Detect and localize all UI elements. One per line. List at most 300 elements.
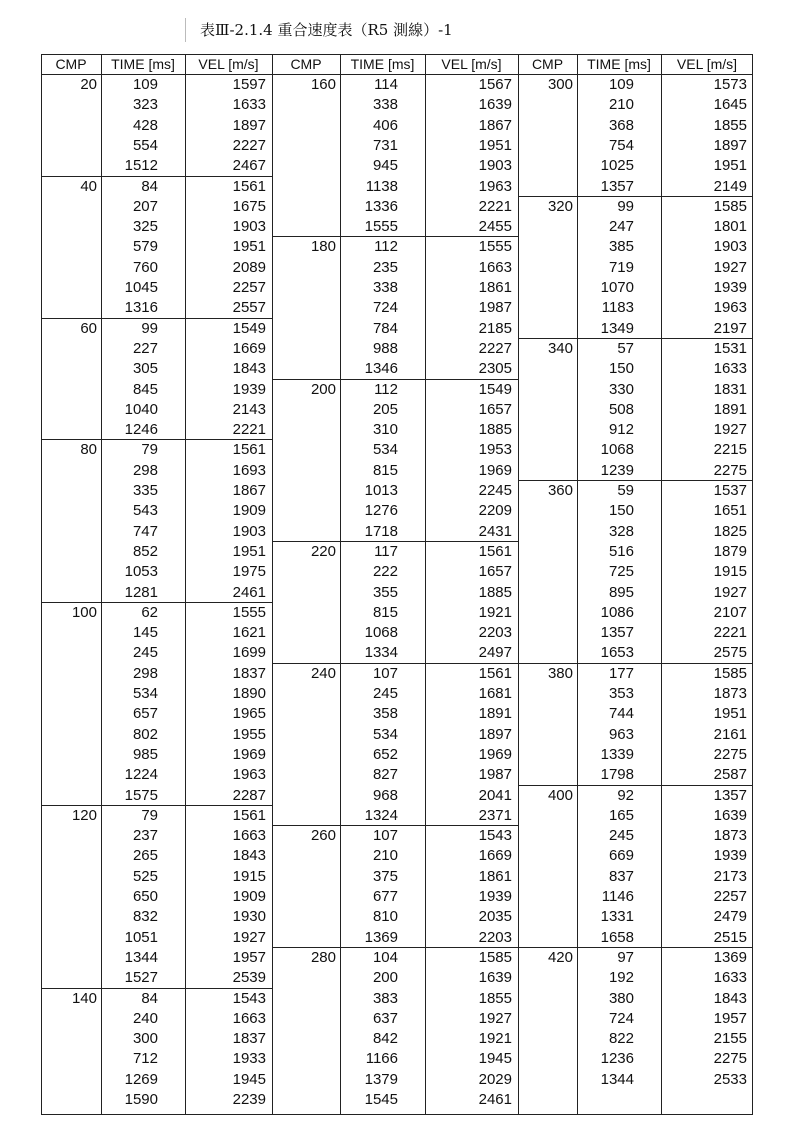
vel-value: 1645 [713, 96, 747, 114]
vel-value: 1675 [232, 197, 266, 215]
time-value: 1545 [364, 1091, 398, 1108]
time-value: 298 [132, 461, 158, 479]
vel-value: 1543 [478, 827, 512, 845]
vel-value: 1939 [232, 380, 266, 398]
time-value: 837 [608, 867, 634, 885]
vel-value: 2557 [232, 299, 266, 317]
time-value: 747 [132, 522, 158, 540]
vel-value: 2203 [478, 624, 512, 642]
vel-value: 2185 [478, 319, 512, 337]
time-value: 210 [608, 96, 634, 114]
vel-value: 1969 [478, 745, 512, 763]
vel-value: 2515 [713, 928, 747, 946]
vel-value: 1987 [478, 766, 512, 784]
vel-value: 1885 [478, 421, 512, 439]
time-value: 1575 [124, 786, 158, 804]
header-cmp: CMP [531, 56, 564, 72]
cmp-value: 420 [547, 948, 573, 966]
vel-value: 1939 [713, 847, 747, 865]
vel-value: 1567 [478, 76, 512, 93]
vel-value: 1585 [713, 197, 747, 215]
vel-value: 1555 [478, 238, 512, 256]
vel-value: 1825 [713, 522, 747, 540]
time-value: 1344 [124, 948, 158, 966]
time-value: 99 [141, 319, 158, 337]
header-cmp: CMP [55, 56, 87, 72]
vel-value: 1951 [232, 542, 266, 560]
vel-value: 1663 [478, 258, 512, 276]
time-value: 1379 [364, 1070, 398, 1088]
vel-value: 1890 [232, 685, 266, 702]
time-value: 1334 [364, 644, 398, 662]
time-value: 383 [372, 989, 398, 1007]
time-value: 1246 [124, 421, 158, 439]
time-value: 97 [617, 948, 634, 966]
time-value: 62 [141, 603, 158, 621]
vel-value: 1537 [713, 482, 747, 499]
vel-value: 1927 [478, 1009, 512, 1027]
time-value: 1025 [600, 157, 634, 175]
time-value: 1512 [124, 157, 158, 175]
vel-value: 2245 [478, 482, 512, 499]
time-value: 1051 [124, 928, 158, 946]
cmp-value: 260 [310, 827, 336, 845]
time-value: 579 [132, 238, 158, 256]
vel-value: 1879 [713, 542, 747, 560]
header-time: TIME [ms] [111, 56, 175, 72]
vel-value: 2275 [713, 461, 747, 479]
vel-value: 1561 [478, 664, 512, 682]
vel-value: 1921 [478, 603, 512, 621]
vel-value: 2221 [713, 624, 747, 642]
time-value: 335 [132, 482, 158, 499]
time-value: 802 [132, 725, 158, 743]
cmp-value: 200 [310, 380, 336, 398]
cmp-value: 180 [310, 238, 336, 256]
time-value: 963 [608, 725, 634, 743]
time-value: 240 [132, 1009, 158, 1027]
time-value: 1555 [364, 218, 398, 236]
vel-value: 2209 [478, 502, 512, 520]
time-value: 842 [372, 1030, 398, 1048]
time-value: 534 [372, 441, 398, 459]
time-value: 744 [608, 705, 634, 723]
vel-value: 2257 [713, 888, 747, 905]
vel-value: 1651 [713, 502, 747, 520]
vel-value: 2221 [478, 197, 512, 215]
vel-value: 2143 [232, 400, 266, 418]
time-value: 265 [132, 847, 158, 865]
vel-value: 1927 [713, 421, 747, 439]
vel-value: 1801 [713, 218, 747, 236]
vel-value: 1669 [232, 339, 266, 357]
time-value: 827 [372, 766, 398, 784]
time-value: 1369 [364, 928, 398, 946]
vel-value: 1903 [713, 238, 747, 256]
time-value: 1658 [600, 928, 634, 946]
vel-value: 1861 [478, 279, 512, 296]
time-value: 57 [617, 339, 634, 357]
time-value: 112 [374, 380, 398, 398]
vel-value: 2455 [478, 218, 512, 236]
time-value: 1166 [365, 1050, 398, 1068]
time-value: 1068 [600, 441, 634, 459]
time-value: 1349 [600, 319, 634, 337]
vel-value: 2089 [232, 258, 266, 276]
time-value: 84 [141, 177, 158, 195]
time-value: 516 [608, 542, 634, 560]
vel-value: 1930 [232, 908, 266, 926]
time-value: 988 [372, 339, 398, 357]
vel-value: 2149 [713, 177, 747, 195]
time-value: 810 [372, 908, 398, 926]
time-value: 852 [132, 542, 158, 560]
header-vel: VEL [m/s] [441, 56, 502, 72]
vel-value: 2275 [713, 745, 747, 763]
vel-value: 1699 [232, 644, 266, 662]
time-value: 310 [372, 421, 398, 439]
time-value: 719 [608, 258, 634, 276]
time-value: 1718 [364, 522, 398, 540]
time-value: 815 [372, 461, 398, 479]
vel-value: 2275 [713, 1050, 747, 1068]
vel-value: 2305 [478, 360, 512, 378]
time-value: 754 [608, 136, 634, 154]
time-value: 1281 [124, 583, 158, 601]
time-value: 107 [372, 827, 398, 845]
time-value: 534 [132, 685, 158, 702]
vel-value: 1945 [232, 1070, 266, 1088]
time-value: 92 [617, 786, 634, 804]
vel-value: 1369 [713, 948, 747, 966]
time-value: 1236 [600, 1050, 634, 1068]
vel-value: 1843 [232, 847, 266, 865]
time-value: 114 [374, 76, 398, 93]
vel-value: 1909 [232, 888, 266, 905]
time-value: 1276 [364, 502, 398, 520]
time-value: 79 [141, 806, 158, 824]
time-value: 784 [372, 319, 398, 337]
table-title: 表Ⅲ-2.1.4 重合速度表（R5 測線）-1 [200, 21, 453, 39]
vel-value: 1987 [478, 299, 512, 317]
vel-value: 1867 [232, 482, 266, 499]
vel-value: 1855 [713, 116, 747, 134]
time-value: 237 [132, 827, 158, 845]
time-value: 1331 [600, 908, 634, 926]
vel-value: 2107 [713, 603, 747, 621]
vel-value: 1975 [232, 563, 266, 581]
vel-value: 1885 [478, 583, 512, 601]
vel-value: 1561 [478, 542, 512, 560]
time-value: 109 [132, 76, 158, 93]
vel-value: 1861 [478, 867, 512, 885]
vel-value: 1933 [232, 1050, 266, 1068]
time-value: 1053 [124, 563, 158, 581]
vel-value: 1543 [232, 989, 266, 1007]
time-value: 712 [132, 1050, 158, 1068]
vel-value: 1561 [232, 177, 266, 195]
time-value: 222 [372, 563, 398, 581]
vel-value: 1597 [232, 76, 266, 93]
time-value: 554 [132, 136, 158, 154]
time-value: 1590 [124, 1091, 158, 1108]
time-value: 300 [132, 1030, 158, 1048]
time-value: 428 [132, 116, 158, 134]
vel-value: 2539 [232, 969, 266, 987]
time-value: 1224 [124, 766, 158, 784]
vel-value: 1873 [713, 827, 747, 845]
time-value: 1653 [600, 644, 634, 662]
vel-value: 2467 [232, 157, 266, 175]
time-value: 724 [608, 1009, 634, 1027]
time-value: 1269 [124, 1070, 158, 1088]
time-value: 59 [617, 482, 634, 499]
vel-value: 1531 [713, 339, 747, 357]
vel-value: 1903 [232, 522, 266, 540]
time-value: 1045 [124, 279, 158, 296]
time-value: 353 [608, 685, 634, 702]
time-value: 1357 [600, 624, 634, 642]
vel-value: 1945 [478, 1050, 512, 1068]
time-value: 385 [608, 238, 634, 256]
vel-value: 1891 [478, 705, 512, 723]
time-value: 845 [132, 380, 158, 398]
time-value: 338 [372, 96, 398, 114]
time-value: 724 [372, 299, 398, 317]
time-value: 165 [608, 806, 634, 824]
vel-value: 2371 [478, 806, 512, 824]
vel-value: 1549 [232, 319, 266, 337]
time-value: 305 [132, 360, 158, 378]
time-value: 1138 [365, 177, 398, 195]
time-value: 207 [132, 197, 158, 215]
time-value: 731 [372, 136, 398, 154]
vel-value: 1951 [232, 238, 266, 256]
time-value: 298 [132, 664, 158, 682]
vel-value: 1663 [232, 827, 266, 845]
vel-value: 1927 [232, 928, 266, 946]
time-value: 669 [608, 847, 634, 865]
vel-value: 1633 [713, 360, 747, 378]
time-value: 657 [132, 705, 158, 723]
time-value: 534 [372, 725, 398, 743]
vel-value: 1909 [232, 502, 266, 520]
time-value: 1344 [600, 1070, 634, 1088]
time-value: 1316 [124, 299, 158, 317]
vel-value: 1585 [478, 948, 512, 966]
time-value: 968 [372, 786, 398, 804]
vel-value: 1837 [232, 1030, 266, 1048]
time-value: 677 [372, 888, 398, 905]
time-value: 200 [372, 969, 398, 987]
vel-value: 1963 [478, 177, 512, 195]
time-value: 328 [608, 522, 634, 540]
time-value: 525 [132, 867, 158, 885]
time-value: 150 [608, 502, 634, 520]
cmp-value: 40 [80, 177, 97, 195]
time-value: 832 [132, 908, 158, 926]
time-value: 79 [141, 441, 158, 459]
time-value: 508 [608, 400, 634, 418]
vel-value: 2161 [713, 725, 747, 743]
cmp-value: 320 [547, 197, 573, 215]
cmp-value: 360 [547, 482, 573, 499]
vel-value: 1953 [478, 441, 512, 459]
header-vel: VEL [m/s] [676, 56, 738, 72]
cmp-value: 140 [71, 989, 97, 1007]
time-value: 107 [372, 664, 398, 682]
cmp-value: 60 [80, 319, 97, 337]
cmp-value: 100 [71, 603, 97, 621]
vel-value: 1951 [478, 136, 512, 154]
time-value: 725 [608, 563, 634, 581]
time-value: 245 [608, 827, 634, 845]
header-time: TIME [ms] [587, 56, 651, 72]
cmp-value: 120 [71, 806, 97, 824]
vel-value: 1837 [232, 664, 266, 682]
vel-value: 1669 [478, 847, 512, 865]
cmp-value: 400 [547, 786, 573, 804]
vel-value: 1561 [232, 441, 266, 459]
vel-value: 1955 [232, 725, 266, 743]
time-value: 1798 [600, 766, 634, 784]
time-value: 358 [372, 705, 398, 723]
vel-value: 1555 [232, 603, 266, 621]
vel-value: 1969 [478, 461, 512, 479]
time-value: 1086 [600, 603, 634, 621]
vel-value: 1957 [232, 948, 266, 966]
time-value: 650 [132, 888, 158, 905]
vel-value: 1957 [713, 1009, 747, 1027]
vel-value: 1963 [232, 766, 266, 784]
time-value: 368 [608, 116, 634, 134]
vel-value: 1843 [232, 360, 266, 378]
cmp-value: 300 [547, 76, 573, 93]
time-value: 117 [374, 542, 398, 560]
vel-value: 1663 [232, 1009, 266, 1027]
vel-value: 1939 [713, 279, 747, 296]
vel-value: 2221 [232, 421, 266, 439]
time-value: 652 [372, 745, 398, 763]
time-value: 330 [608, 380, 634, 398]
time-value: 145 [132, 624, 158, 642]
time-value: 247 [608, 218, 634, 236]
vel-value: 2197 [713, 319, 747, 337]
time-value: 323 [132, 96, 158, 114]
vel-value: 1639 [478, 96, 512, 114]
header-vel: VEL [m/s] [198, 56, 259, 72]
vel-value: 1843 [713, 989, 747, 1007]
vel-value: 2041 [478, 786, 512, 804]
cmp-value: 20 [80, 76, 97, 93]
vel-value: 1951 [713, 157, 747, 175]
vel-value: 2533 [713, 1070, 747, 1088]
time-value: 109 [608, 76, 634, 93]
vel-value: 1549 [478, 380, 512, 398]
time-value: 355 [372, 583, 398, 601]
vel-value: 1693 [232, 461, 266, 479]
vel-value: 1639 [713, 806, 747, 824]
vel-value: 2173 [713, 867, 747, 885]
vel-value: 1357 [713, 786, 747, 804]
time-value: 245 [132, 644, 158, 662]
vel-value: 1831 [713, 380, 747, 398]
scan-edge-line [185, 18, 186, 42]
vel-value: 2287 [232, 786, 266, 804]
time-value: 177 [608, 664, 634, 682]
time-value: 945 [372, 157, 398, 175]
vel-value: 1927 [713, 583, 747, 601]
time-value: 1183 [601, 299, 634, 317]
vel-value: 1903 [478, 157, 512, 175]
time-value: 99 [617, 197, 634, 215]
time-value: 1346 [364, 360, 398, 378]
time-value: 895 [608, 583, 634, 601]
header-time: TIME [ms] [350, 56, 415, 72]
time-value: 1336 [364, 197, 398, 215]
time-value: 1068 [364, 624, 398, 642]
vel-value: 1573 [713, 76, 747, 93]
time-value: 104 [372, 948, 398, 966]
vel-value: 2227 [232, 136, 266, 154]
time-value: 210 [372, 847, 398, 865]
cmp-value: 340 [547, 339, 573, 357]
time-value: 912 [608, 421, 634, 439]
time-value: 205 [372, 400, 398, 418]
time-value: 1527 [124, 969, 158, 987]
vel-value: 1897 [478, 725, 512, 743]
time-value: 406 [372, 116, 398, 134]
time-value: 1239 [600, 461, 634, 479]
cmp-value: 240 [310, 664, 336, 682]
vel-value: 2203 [478, 928, 512, 946]
vel-value: 2479 [713, 908, 747, 926]
time-value: 815 [372, 603, 398, 621]
vel-value: 1915 [713, 563, 747, 581]
vel-value: 1621 [232, 624, 266, 642]
time-value: 150 [608, 360, 634, 378]
vel-value: 1657 [478, 563, 512, 581]
vel-value: 1897 [713, 136, 747, 154]
vel-value: 2215 [713, 441, 747, 459]
time-value: 227 [132, 339, 158, 357]
vel-value: 1867 [478, 116, 512, 134]
time-value: 1324 [364, 806, 398, 824]
time-value: 985 [132, 745, 158, 763]
vel-value: 2239 [232, 1091, 266, 1108]
vel-value: 1903 [232, 218, 266, 236]
vel-value: 1951 [713, 705, 747, 723]
cmp-value: 280 [310, 948, 336, 966]
time-value: 192 [608, 969, 634, 987]
cmp-value: 80 [80, 441, 97, 459]
vel-value: 2155 [713, 1030, 747, 1048]
vel-value: 1561 [232, 806, 266, 824]
vel-value: 1681 [478, 685, 512, 702]
time-value: 325 [132, 218, 158, 236]
vel-value: 1897 [232, 116, 266, 134]
vel-value: 1873 [713, 685, 747, 702]
vel-value: 2461 [232, 583, 266, 601]
time-value: 1339 [600, 745, 634, 763]
vel-value: 2587 [713, 766, 747, 784]
time-value: 760 [132, 258, 158, 276]
vel-value: 2575 [713, 644, 747, 662]
vel-value: 1639 [478, 969, 512, 987]
vel-value: 2035 [478, 908, 512, 926]
time-value: 380 [608, 989, 634, 1007]
vel-value: 1915 [232, 867, 266, 885]
